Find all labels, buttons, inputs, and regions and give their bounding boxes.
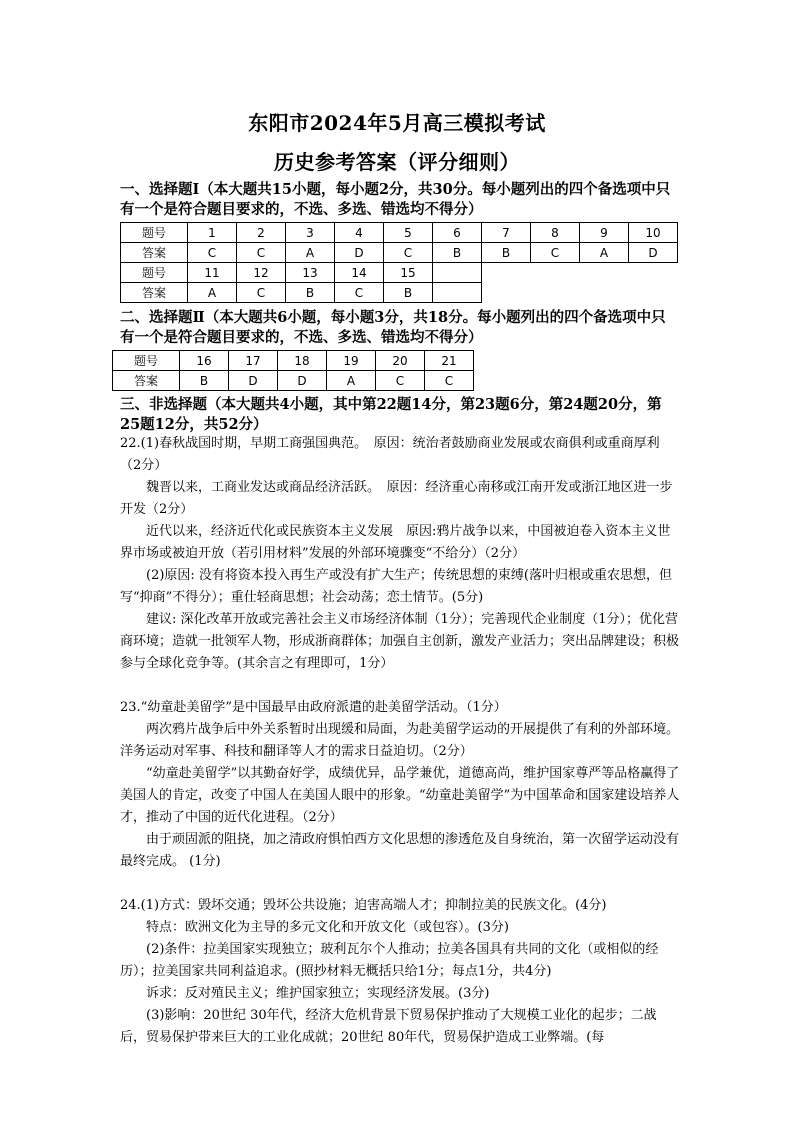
answer-cell: D (278, 371, 327, 391)
label-cell: 答案 (121, 283, 188, 303)
number-cell: 10 (629, 223, 678, 243)
number-cell: 18 (278, 351, 327, 371)
answer-cell: C (237, 243, 286, 263)
label-cell: 答案 (113, 371, 180, 391)
q24-part5: (3)影响：20世纪 30年代，经济大危机背景下贸易保护推动了大规模工业化的起步；二战后，贸易保护带来巨大的工业化成就；20世纪 80年代，贸易保护造成工业弊端。(每 (120, 1008, 657, 1045)
section1-answer-table (120, 222, 678, 303)
answer-cell: C (376, 371, 425, 391)
table-row (113, 371, 474, 391)
table-row (121, 263, 678, 283)
number-cell: 3 (286, 223, 335, 243)
answer-cell: C (335, 283, 384, 303)
number-cell: 7 (482, 223, 531, 243)
table-row (121, 283, 678, 303)
answer-cell: B (433, 243, 482, 263)
number-cell: 21 (425, 351, 474, 371)
answers-body (120, 433, 680, 1049)
q22-part3: 近代以来，经济近代化或民族资本主义发展 原因:鸦片战争以来，中国被迫卷入资本主义世界市场或被迫开放（若引用材料”发展的外部环境骤变“不给分）（2分） (120, 524, 671, 561)
number-cell: 11 (188, 263, 237, 283)
number-cell: 20 (376, 351, 425, 371)
answer-cell: C (425, 371, 474, 391)
answer-cell: A (286, 243, 335, 263)
number-cell: 19 (327, 351, 376, 371)
number-cell: 5 (384, 223, 433, 243)
answer-cell: B (286, 283, 335, 303)
q24-part3: (2)条件：拉美国家实现独立；玻利瓦尔个人推动；拉美各国具有共同的文化（或相似的经历）；拉美国家共同利益追求。(照抄材料无概括只给1分；每点1分，共4分) (120, 942, 659, 979)
q23-part2: 两次鸦片战争后中外关系暂时出现缓和局面，为赴美留学运动的开展提供了有利的外部环境。洋务运动对军事、科技和翻译等人才的需求日益迫切。（2分） (120, 722, 680, 759)
number-cell: 1 (188, 223, 237, 243)
q22-part4: (2)原因: 没有将资本投入再生产或没有扩大生产；传统思想的束缚(落叶归根或重农思想，但写“抑商”不得分）；重仕轻商思想；社会动荡；恋土情节。(5分) (120, 568, 672, 605)
q23-part3: “幼童赴美留学”以其勤奋好学，成绩优异，品学兼优，道德高尚，维护国家尊严等品格赢得了美国人的肯定，改变了中国人在美国人眼中的形象。“幼童赴美留学”为中国革命和国家建设培养人才，推动了中国的近代化进程。（2分） (120, 766, 680, 825)
empty-cell (433, 283, 482, 303)
label-cell: 题号 (121, 263, 188, 283)
page-title: 东阳市2024年5月高三模拟考试 (248, 111, 546, 135)
label-cell: 答案 (121, 243, 188, 263)
section3-heading: 三、非选择题（本大题共4小题，其中第22题14分，第23题6分，第24题20分，第25题12分，共52分） (120, 396, 662, 433)
number-cell: 12 (237, 263, 286, 283)
answer-cell: C (188, 243, 237, 263)
number-cell: 9 (580, 223, 629, 243)
answer-cell: B (180, 371, 229, 391)
q24-part1: 24.(1)方式：毁坏交通；毁坏公共设施；迫害高端人才；抑制拉美的民族文化。(4分) (120, 898, 607, 913)
number-cell: 6 (433, 223, 482, 243)
empty-cell (433, 263, 482, 283)
q22-part2: 魏晋以来，工商业发达或商品经济活跃。 原因：经济重心南移或江南开发或浙江地区进一步开发（2分） (120, 480, 673, 517)
section2-answer-table (112, 350, 474, 391)
q22-part1: 22.(1)春秋战国时期，早期工商强国典范。 原因：统治者鼓励商业发展或农商俱利或重商厚利（2分） (120, 436, 660, 473)
answer-cell: C (531, 243, 580, 263)
answer-cell: B (384, 283, 433, 303)
q23-part4: 由于顽固派的阻挠，加之清政府惧怕西方文化思想的渗透危及自身统治，第一次留学运动没有最终完成。 (1分) (120, 832, 680, 869)
q23-part1: 23.“幼童赴美留学”是中国最早由政府派遣的赴美留学活动。（1分） (120, 700, 507, 715)
section2-heading: 二、选择题Ⅱ（本大题共6小题，每小题3分，共18分。每小题列出的四个备选项中只有一个是符合题目要求的，不选、多选、错选均不得分） (120, 309, 666, 346)
section1-heading: 一、选择题Ⅰ（本大题共15小题，每小题2分，共30分。每小题列出的四个备选项中只有一个是符合题目要求的，不选、多选、错选均不得分） (120, 181, 671, 218)
number-cell: 4 (335, 223, 384, 243)
table-row (113, 351, 474, 371)
number-cell: 14 (335, 263, 384, 283)
number-cell: 16 (180, 351, 229, 371)
number-cell: 13 (286, 263, 335, 283)
answer-cell: A (580, 243, 629, 263)
answer-cell: D (229, 371, 278, 391)
number-cell: 8 (531, 223, 580, 243)
answer-cell: D (335, 243, 384, 263)
table-row (121, 243, 678, 263)
answer-cell: C (384, 243, 433, 263)
label-cell: 题号 (121, 223, 188, 243)
answer-cell: D (629, 243, 678, 263)
q24-part4: 诉求：反对殖民主义；维护国家独立；实现经济发展。(3分) (146, 986, 490, 1001)
page-subtitle: 历史参考答案（评分细则） (274, 150, 520, 174)
number-cell: 17 (229, 351, 278, 371)
label-cell: 题号 (113, 351, 180, 371)
answer-cell: A (327, 371, 376, 391)
number-cell: 15 (384, 263, 433, 283)
number-cell: 2 (237, 223, 286, 243)
answer-cell: B (482, 243, 531, 263)
q24-part2: 特点：欧洲文化为主导的多元文化和开放文化（或包容）。(3分) (146, 920, 509, 935)
q22-part5: 建议: 深化改革开放或完善社会主义市场经济体制（1分）；完善现代企业制度（1分）；优化营商环境；造就一批领军人物，形成浙商群体；加强自主创新，激发产业活力；突出品牌建设；积极参与全球化竞争等。(其余言之有理即可，1分） (120, 612, 680, 671)
answer-cell: A (188, 283, 237, 303)
answer-cell: C (237, 283, 286, 303)
table-row (121, 223, 678, 243)
